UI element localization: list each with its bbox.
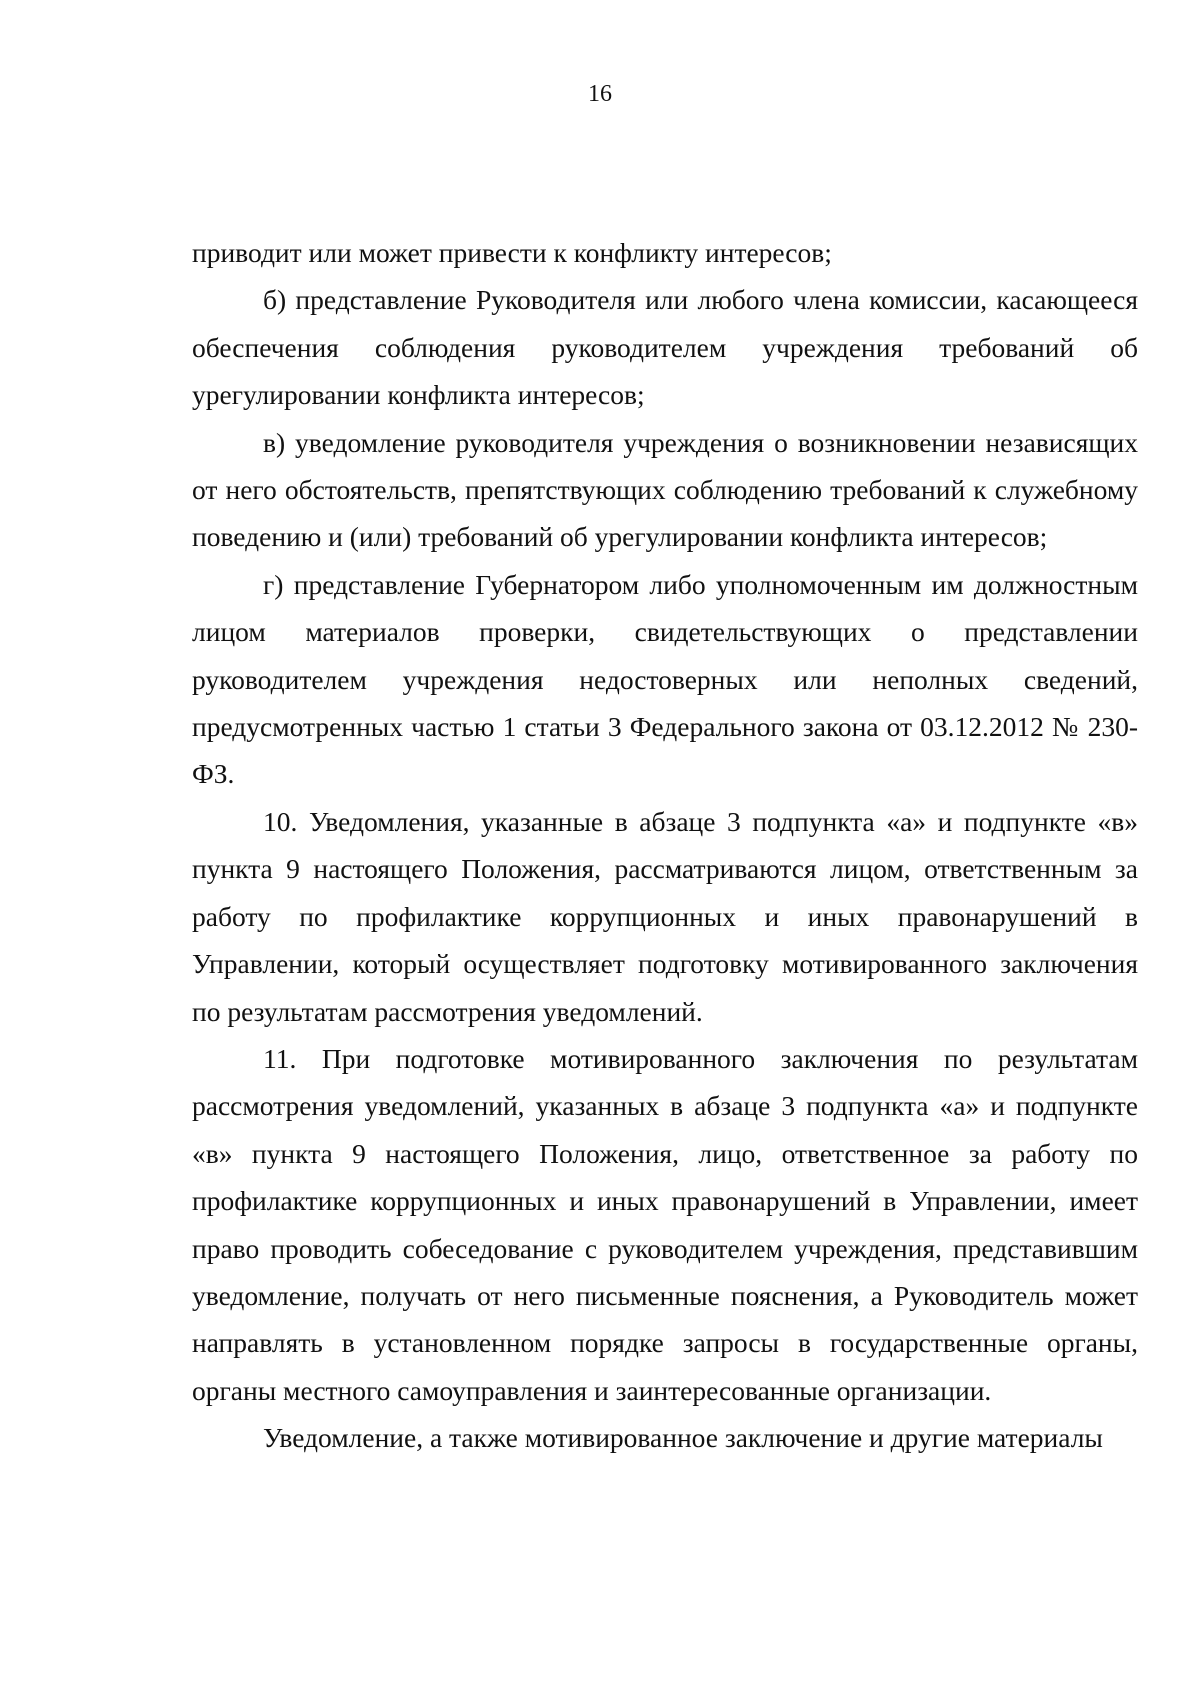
paragraph-1: приводит или может привести к конфликту интересов; <box>192 237 832 268</box>
paragraph-6: 11. При подготовке мотивированного заключения по результатам рассмотрения уведомлений, указанных в абзаце 3 подпункта «а» и подпункте «в» пункта 9 настоящего Положения, лицо, ответственное за работу по профилактике коррупционных и иных правонарушений в Управлении, имеет право проводить собеседование с руководителем учреждения, представившим уведомление, получать от него письменные пояснения, а Руководитель может направлять в установленном порядке запросы в государственные органы, органы местного самоуправления и заинтересованные организации. <box>192 1042 1138 1406</box>
paragraph-7: Уведомление, а также мотивированное заключение и другие материалы <box>263 1422 1103 1454</box>
page-number: 16 <box>588 81 612 107</box>
paragraph-4: г) представление Губернатором либо уполномоченным им должностным лицом материалов проверки, свидетельствующих о представлении руководителем учреждения недостоверных или неполных сведений, предусмотренных частью 1 статьи 3 Федерального закона от 03.12.2012 № 230-ФЗ. <box>192 568 1138 790</box>
paragraph-5: 10. Уведомления, указанные в абзаце 3 подпункта «а» и подпункте «в» пункта 9 настоящего Положения, рассматриваются лицом, ответственным за работу по профилактике коррупционных и иных правонарушений в Управлении, который осуществляет подготовку мотивированного заключения по результатам рассмотрения уведомлений. <box>192 805 1138 1027</box>
document-body <box>192 229 1138 1462</box>
paragraph-3: в) уведомление руководителя учреждения о возникновении независящих от него обстоятельств, препятствующих соблюдению требований к служебному поведению и (или) требований об урегулировании конфликта интересов; <box>192 426 1138 553</box>
paragraph-2: б) представление Руководителя или любого члена комиссии, касающееся обеспечения соблюдения руководителем учреждения требований об урегулировании конфликта интересов; <box>192 284 1138 411</box>
